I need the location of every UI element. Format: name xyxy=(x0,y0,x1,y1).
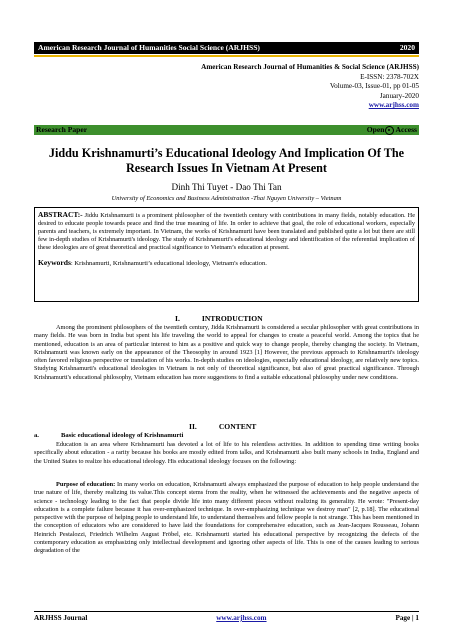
article-type-bar xyxy=(34,125,419,135)
journal-url-link[interactable]: www.arjhss.com xyxy=(368,101,419,110)
footer-page-label: Page | xyxy=(395,614,416,622)
section-title: CONTENT xyxy=(218,422,257,431)
journal-date: January-2020 xyxy=(379,91,419,100)
journal-header-bar xyxy=(34,42,419,54)
open-access-icon xyxy=(385,126,394,135)
purpose-text: In many works on education, Krishnamurti always emphasized the purpose of education to help people understand the true nature of life, thereby realizing its value.This concept stems from the reality, when he witnessed the achievements and the negative aspects of science - technology leading to the fact that people divide life into many different pieces without realizing its generality. He wrote: "Present-day education is a complete failure because it has over-emphasized technique. In over-emphasizing technique we destroy man" [2, p.18]. The educational perspective with the purpose of helping people to understand life, to understand themselves and fellow people is not strange. This has been mentioned in the conception of educators who are considered to have laid the foundations for comprehensive education, such as Jean-Jacques Rousseau, Johann Heinrich Pestalozzi, Friedrich Wilhelm August Fröbel, etc. Krishnamurti started his educational perspective by recognizing the defects of the contemporary education as emphasizing only intellectual development and ignoring other aspects of life. This is one of the causes leading to serious degradation of the xyxy=(34,481,419,555)
purpose-paragraph xyxy=(34,481,419,556)
keywords-text: : Krishnamurti, Krishnamurti’s educational ideology, Vietnam's education. xyxy=(70,260,267,268)
journal-header-title: American Research Journal of Humanities Social Science (ARJHSS) xyxy=(38,43,260,52)
purpose-label: Purpose of education: xyxy=(56,481,116,488)
paper-authors: Dinh Thi Tuyet - Dao Thi Tan xyxy=(171,182,282,192)
page-footer xyxy=(34,614,419,622)
journal-name: American Research Journal of Humanities & Social Science (ARJHSS) xyxy=(201,63,419,71)
journal-issn: E-ISSN: 2378-702X xyxy=(360,72,419,81)
abstract-text: Jiddu Krishnamurti is a prominent philosopher of the twentieth century with contributions in many fields, notably education. He desired to educate people towards peace and find the true meaning of life. In order to achieve that goal, the role of educational workers, especially parents and teachers, is extremely important. In Vietnam, the works of Krishnamurti have been translated and published quite a lot but there are still few in-depth studies of Krishnamurti's ideology. The study of Krishnamurti's educational ideology and identification of the referential implication of these ideologies are of great theoretical and practical significance to Vietnam’s education at present. xyxy=(38,212,415,252)
paper-affiliation: University of Economics and Business Administration -Thai Nguyen University – Vietnam xyxy=(111,195,342,202)
open-access-access: Access xyxy=(395,125,417,134)
footer-page-number: 1 xyxy=(415,614,419,622)
intro-paragraph: Among the prominent philosophers of the twentieth century, Jidda Krishnamurti is considered a secular philosopher with great contributions in many fields. He was born in India but spent his life traveling the world to appeal for changes to create a peaceful world. Among the topics that he mentioned, education is an area of particular interest to him as a positive and quick way to change people, thereby changing the society. In Vietnam, Krishnamurti was known early on the appearance of the Theosophy in around 1923 [1] However, the previous approach to Krishnamurti's ideology often favored religious perspective or translation of his works. In-depth studies on ideologies, especially educational ideology, are relatively new topics. Studying Krishnamurti's educational ideologies in Vietnam is not only of theoretical significance, but also of great practical significance. Through Krishnamurti's educational philosophy, Vietnam education has more suggestions to find a suitable educational philosophy under new conditions. xyxy=(34,324,419,381)
open-access-open: Open xyxy=(366,125,385,134)
keywords-label: Keywords xyxy=(38,258,71,268)
subsection-title: Basic educational ideology of Krishnamurti xyxy=(60,432,184,439)
header-rule xyxy=(34,55,419,57)
abstract-box xyxy=(34,207,419,302)
section-number: II. xyxy=(189,422,197,431)
article-type-label: Research Paper xyxy=(36,125,88,134)
abstract-paragraph xyxy=(38,211,415,252)
subsection-number: a. xyxy=(34,432,39,439)
journal-header-year: 2020 xyxy=(399,43,415,52)
subsection-a-paragraph: Education is an area where Krishnamurti has devoted a lot of life to his relentless activities. In addition to spending time writing books specifically about education - a rarity because his books are mostly edited from talks, and Krishnamurti also built many schools in India, England and the United States to realize his educational ideology. His educational ideology focuses on the following: xyxy=(34,441,419,465)
footer-page xyxy=(395,614,419,622)
keywords-line xyxy=(38,258,415,267)
footer-url-link[interactable]: www.arjhss.com xyxy=(216,614,267,622)
footer-rule xyxy=(34,611,419,612)
section-title: INTRODUCTION xyxy=(201,314,263,323)
paper-title: Jiddu Krishnamurti’s Educational Ideology And Implication Of The Research Issues In Vietnam At Present xyxy=(48,146,405,175)
section-number: I. xyxy=(175,314,180,323)
subsection-heading-a xyxy=(34,432,183,439)
section-heading-introduction xyxy=(175,314,263,323)
open-access-label xyxy=(367,124,417,136)
journal-volume: Volume-03, Issue-01, pp 01-05 xyxy=(329,82,419,91)
abstract-label: ABSTRACT:- xyxy=(38,210,83,219)
section-heading-content xyxy=(189,422,256,431)
journal-info xyxy=(201,63,419,111)
footer-journal: ARJHSS Journal xyxy=(34,614,88,622)
